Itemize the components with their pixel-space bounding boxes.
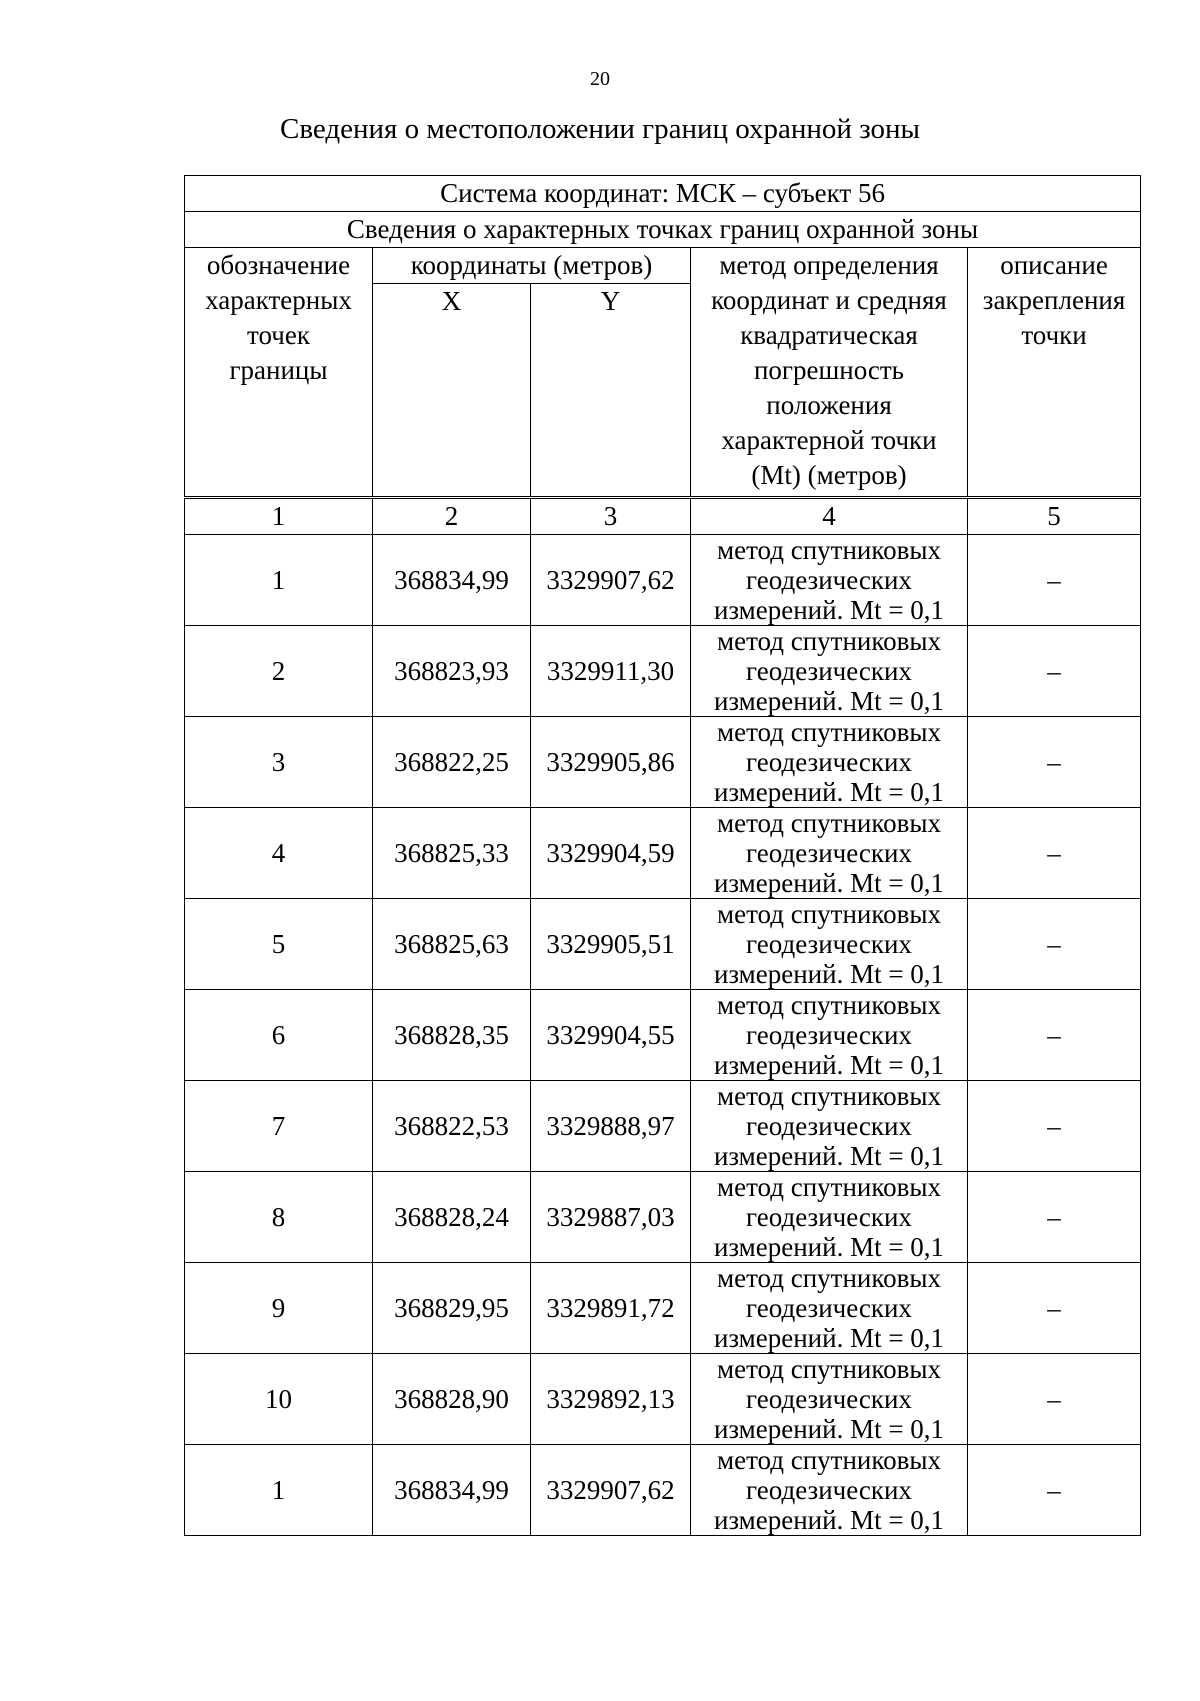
point-cell: 9	[185, 1263, 373, 1354]
fixing-cell: –	[968, 808, 1141, 899]
table-row	[185, 535, 1141, 626]
point-cell: 7	[185, 1081, 373, 1172]
column-number: 1	[185, 498, 373, 535]
y-coordinate-cell: 3329887,03	[531, 1172, 691, 1263]
table-row	[185, 626, 1141, 717]
table-row	[185, 1172, 1141, 1263]
x-coordinate-cell: 368823,93	[373, 626, 531, 717]
fixing-cell: –	[968, 1445, 1141, 1536]
table-row	[185, 899, 1141, 990]
method-cell: метод спутниковых геодезических измерений. Mt = 0,1	[691, 535, 968, 626]
method-cell: метод спутниковых геодезических измерений. Mt = 0,1	[691, 1081, 968, 1172]
header-method: метод определения координат и средняя квадратическая погрешность положения характерной точки (Mt) (метров)	[691, 248, 968, 498]
table-row	[185, 1354, 1141, 1445]
y-coordinate-cell: 3329905,51	[531, 899, 691, 990]
y-coordinate-cell: 3329905,86	[531, 717, 691, 808]
x-coordinate-cell: 368828,90	[373, 1354, 531, 1445]
method-cell: метод спутниковых геодезических измерений. Mt = 0,1	[691, 808, 968, 899]
point-cell: 2	[185, 626, 373, 717]
header-y: Y	[531, 284, 691, 498]
method-cell: метод спутниковых геодезических измерений. Mt = 0,1	[691, 1354, 968, 1445]
y-coordinate-cell: 3329904,59	[531, 808, 691, 899]
table-row	[185, 990, 1141, 1081]
method-cell: метод спутниковых геодезических измерений. Mt = 0,1	[691, 1172, 968, 1263]
point-cell: 6	[185, 990, 373, 1081]
x-coordinate-cell: 368828,35	[373, 990, 531, 1081]
fixing-cell: –	[968, 1263, 1141, 1354]
table-row	[185, 1445, 1141, 1536]
table-row	[185, 1081, 1141, 1172]
x-coordinate-cell: 368822,53	[373, 1081, 531, 1172]
x-coordinate-cell: 368829,95	[373, 1263, 531, 1354]
method-cell: метод спутниковых геодезических измерений. Mt = 0,1	[691, 717, 968, 808]
point-cell: 5	[185, 899, 373, 990]
method-cell: метод спутниковых геодезических измерений. Mt = 0,1	[691, 626, 968, 717]
y-coordinate-cell: 3329892,13	[531, 1354, 691, 1445]
coordinate-system-cell: Система координат: МСК – субъект 56	[185, 176, 1141, 212]
x-coordinate-cell: 368828,24	[373, 1172, 531, 1263]
y-coordinate-cell: 3329907,62	[531, 1445, 691, 1536]
column-number: 2	[373, 498, 531, 535]
fixing-cell: –	[968, 1172, 1141, 1263]
y-coordinate-cell: 3329891,72	[531, 1263, 691, 1354]
boundary-points-table	[184, 175, 1141, 1536]
point-cell: 1	[185, 1445, 373, 1536]
point-cell: 10	[185, 1354, 373, 1445]
method-cell: метод спутниковых геодезических измерений. Mt = 0,1	[691, 1263, 968, 1354]
table-row	[185, 1263, 1141, 1354]
fixing-cell: –	[968, 626, 1141, 717]
fixing-cell: –	[968, 717, 1141, 808]
section-title-cell: Сведения о характерных точках границ охранной зоны	[185, 212, 1141, 248]
fixing-cell: –	[968, 990, 1141, 1081]
point-cell: 1	[185, 535, 373, 626]
point-cell: 8	[185, 1172, 373, 1263]
y-coordinate-cell: 3329907,62	[531, 535, 691, 626]
header-x: X	[373, 284, 531, 498]
column-number: 4	[691, 498, 968, 535]
x-coordinate-cell: 368822,25	[373, 717, 531, 808]
header-fixing-description: описание закрепления точки	[968, 248, 1141, 498]
column-number: 5	[968, 498, 1141, 535]
point-cell: 3	[185, 717, 373, 808]
x-coordinate-cell: 368825,63	[373, 899, 531, 990]
page-number: 20	[590, 68, 610, 90]
y-coordinate-cell: 3329904,55	[531, 990, 691, 1081]
header-coordinates: координаты (метров)	[373, 248, 691, 284]
method-cell: метод спутниковых геодезических измерений. Mt = 0,1	[691, 1445, 968, 1536]
table-row	[185, 808, 1141, 899]
document-title: Сведения о местоположении границ охранной зоны	[279, 113, 920, 145]
fixing-cell: –	[968, 535, 1141, 626]
fixing-cell: –	[968, 899, 1141, 990]
y-coordinate-cell: 3329888,97	[531, 1081, 691, 1172]
column-number: 3	[531, 498, 691, 535]
fixing-cell: –	[968, 1354, 1141, 1445]
y-coordinate-cell: 3329911,30	[531, 626, 691, 717]
method-cell: метод спутниковых геодезических измерений. Mt = 0,1	[691, 899, 968, 990]
x-coordinate-cell: 368825,33	[373, 808, 531, 899]
point-cell: 4	[185, 808, 373, 899]
method-cell: метод спутниковых геодезических измерений. Mt = 0,1	[691, 990, 968, 1081]
table-row	[185, 717, 1141, 808]
fixing-cell: –	[968, 1081, 1141, 1172]
header-point-designation: обозначение характерных точек границы	[185, 248, 373, 498]
x-coordinate-cell: 368834,99	[373, 1445, 531, 1536]
x-coordinate-cell: 368834,99	[373, 535, 531, 626]
